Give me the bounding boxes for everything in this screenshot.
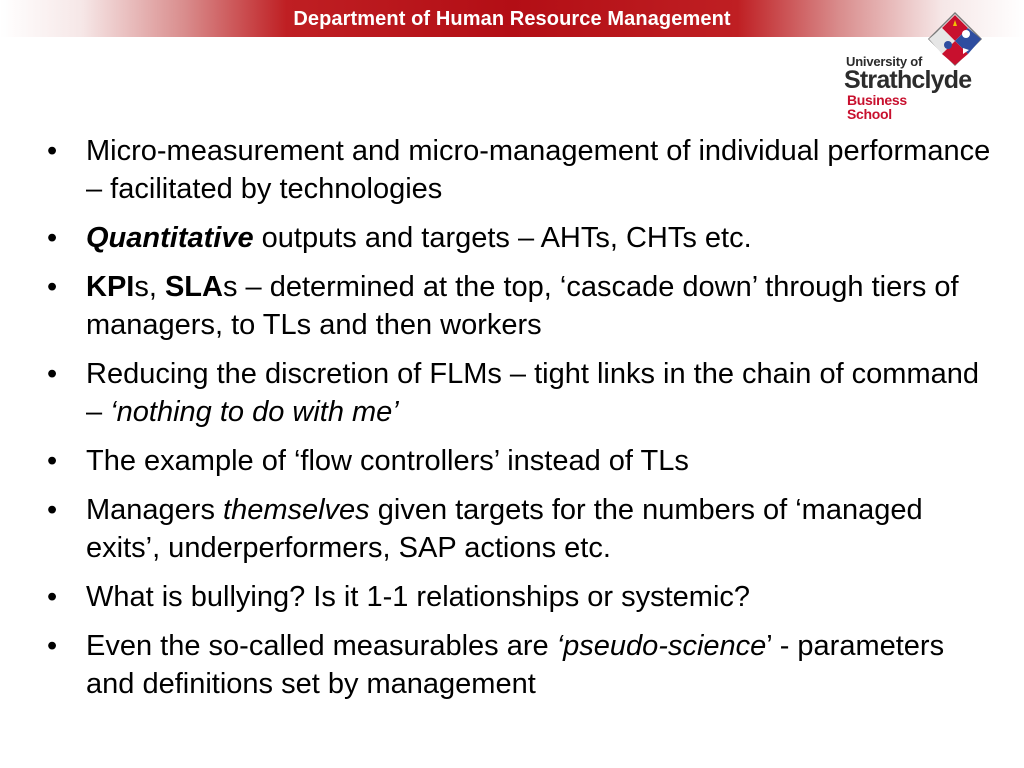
bullet-text: given targets for the numbers of ‘managed exits’, underperformers, SAP actions etc. — [86, 494, 923, 564]
bullet-item — [40, 355, 1000, 431]
bullet-list — [40, 132, 1000, 714]
bullet-emphasis: Quantitative — [86, 222, 254, 254]
bullet-text: s – determined at the top, ‘cascade down’ through tiers of managers, to TLs and then workers — [86, 271, 959, 341]
university-logo — [843, 10, 993, 122]
bullet-text-pre: Even the so-called measurables are — [86, 630, 557, 662]
bullet-emphasis: ‘pseudo-science — [556, 630, 767, 662]
bullet-emphasis: themselves — [223, 494, 370, 526]
bullet-glyph: • — [47, 445, 58, 477]
bullet-glyph: • — [47, 222, 58, 254]
bullet-glyph: • — [47, 135, 58, 167]
bullet-text: What is bullying? Is it 1-1 relationships or systemic? — [86, 581, 751, 613]
bullet-emphasis: ‘nothing to do with me’ — [110, 396, 399, 428]
bullet-emphasis-kpi: KPI — [86, 271, 135, 303]
bullet-item — [40, 491, 1000, 567]
bullet-glyph: • — [47, 494, 58, 526]
bullet-glyph: • — [47, 630, 58, 662]
bullet-item — [40, 268, 1000, 344]
bullet-text: outputs and targets – AHTs, CHTs etc. — [253, 222, 752, 254]
bullet-text-pre: Managers — [86, 494, 224, 526]
logo-strathclyde: Strathclyde — [844, 66, 972, 94]
bullet-item — [40, 578, 1000, 616]
bullet-text-mid: s, — [134, 271, 165, 303]
bullet-item — [40, 442, 1000, 480]
bullet-emphasis-sla: SLA — [164, 271, 223, 303]
bullet-text: ’ - parameters and definitions set by management — [86, 630, 945, 700]
bullet-glyph: • — [47, 271, 58, 303]
bullet-text: Reducing the discretion of FLMs – tight links in the chain of command – — [86, 358, 980, 428]
logo-university-of: University of — [846, 54, 923, 69]
bullet-text: Micro-measurement and micro-management of individual performance – facilitated by technologies — [86, 135, 991, 205]
crest-icon — [926, 10, 984, 68]
logo-business: Business — [847, 92, 907, 108]
department-title: Department of Human Resource Management — [293, 8, 731, 30]
bullet-glyph: • — [47, 581, 58, 613]
bullet-item — [40, 219, 1000, 257]
logo-school: School — [847, 106, 892, 122]
bullet-item — [40, 627, 1000, 703]
bullet-item — [40, 132, 1000, 208]
bullet-glyph: • — [47, 358, 58, 390]
bullet-text: The example of ‘flow controllers’ instead of TLs — [86, 445, 689, 477]
